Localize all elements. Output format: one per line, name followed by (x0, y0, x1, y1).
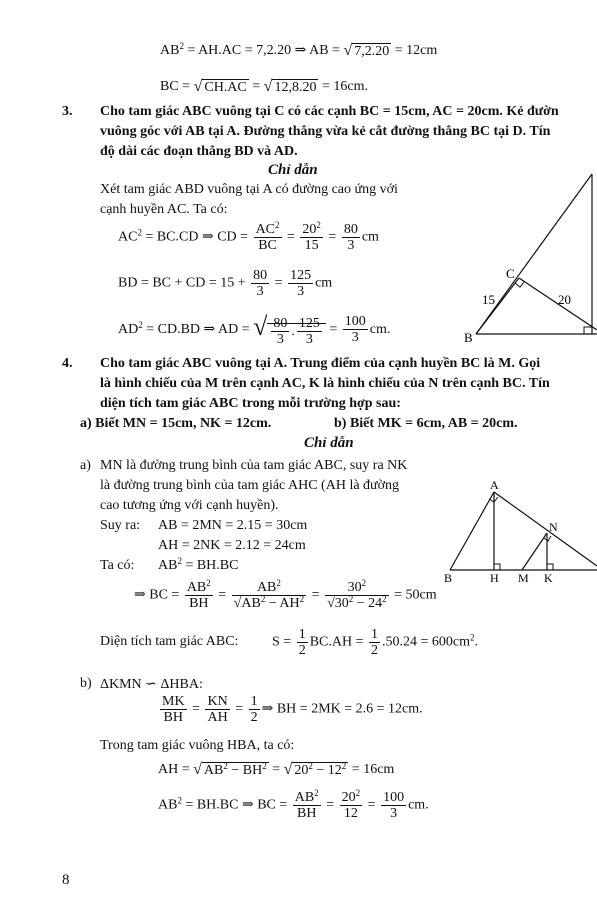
problem-3-figure (456, 170, 597, 350)
area-eq: S = $\frac{1}{2}$ BC.AH = $\frac{1}{2}$ $.50.24 = 600cm^2$. (272, 627, 478, 658)
top-eq-bc: BC = √ CH.AC = √ 12,8.20 = 16cm. (160, 78, 368, 95)
figure-label-15: 15 (482, 292, 495, 307)
part-b-similarity: ΔKMN ∽ ΔHBA: (100, 677, 203, 692)
problem-3-intro-1: Xét tam giác ABD vuông tại A có đường cao ứng với (100, 182, 398, 197)
problem-3-line-1: Cho tam giác ABC vuông tại C có các cạnh BC = 15cm, AC = 20cm. Kẻ đườn (100, 104, 559, 119)
figure-label-b: B (464, 330, 473, 345)
figure-label-n: N (549, 520, 558, 534)
part-a-text-3: cao tương ứng với cạnh huyền). (100, 498, 279, 513)
problem-4-line-2: là hình chiếu của M trên cạnh AC, K là hình chiếu của N trên cạnh BC. Tín (100, 376, 550, 391)
problem-3-eq-ad: $AD^2 = CD.BD$ ⇒ AD = √ $\frac{80}{3}$ . $\frac{125}{3}$ = $\frac{100}{3}$ cm. (118, 312, 391, 348)
figure-label-m: M (518, 571, 529, 585)
problem-4-heading: Chỉ dẫn (304, 435, 354, 451)
problem-3-eq-bd: BD = BC + CD = 15 + $\frac{80}{3}$ = $\frac{125}{3}$ cm (118, 268, 333, 299)
part-b-text: Trong tam giác vuông HBA, ta có: (100, 738, 295, 753)
figure-label-c: C (506, 266, 515, 281)
figure-label-h: H (490, 571, 499, 585)
problem-4-case-b: b) Biết MK = 6cm, AB = 20cm. (334, 416, 518, 431)
figure-label-a: A (490, 478, 499, 492)
part-b-eq-ah: AH = √ $AB^2 - BH^2$ = √ $20^2 - 12^2 = 16cm$ (158, 761, 395, 778)
problem-3-intro-2: cạnh huyền AC. Ta có: (100, 202, 228, 217)
part-a-text-2: là đường trung bình của tam giác AHC (AH là đường (100, 478, 400, 493)
area-label: Diện tích tam giác ABC: (100, 634, 239, 649)
eq-ab2: $AB^2 = BH.BC$ (158, 556, 239, 573)
part-b-eq-bc: $AB^2 = BH.BC$ ⇒ BC = $\frac{AB^2}{BH}$ = $\frac{20^2}{12}$ = $\frac{100}{3}$ cm. (158, 788, 429, 821)
problem-3-heading: Chỉ dẫn (268, 162, 318, 178)
part-b-eq-ratio: $\frac{MK}{BH}$ = $\frac{KN}{AH}$ = $\frac{1}{2}$ ⇒ BH = 2MK = 2.6 = 12cm. (162, 694, 423, 725)
problem-3-line-3: độ dài các đoạn thẳng BD và AD. (100, 144, 298, 159)
problem-4-figure (432, 478, 597, 586)
part-b-label: b) (80, 676, 92, 691)
eq-ah: AH = 2NK = 2.12 = 24cm (158, 538, 306, 553)
problem-3-eq-cd: $AC^2 = BC.CD$ ⇒ CD = $\frac{AC^2}{BC}$ = $\frac{20^2}{15}$ = $\frac{80}{3}$ cm (118, 220, 379, 253)
figure-label-k: K (544, 571, 553, 585)
problem-4-number: 4. (62, 356, 73, 371)
figure-label-20: 20 (558, 292, 571, 307)
problem-3-number: 3. (62, 104, 73, 119)
figure-label-b: B (444, 571, 453, 585)
ta-co-label: Ta có: (100, 558, 135, 573)
top-eq-ab: $AB^2 = AH.AC = 7,2.20$ ⇒ AB = √ 7,2.20 = 12cm (160, 41, 438, 59)
eq-bc-a: ⇒ BC = $\frac{AB^2}{BH}$ = $\frac{AB^2}{√AB^2 - AH^2}$ = $\frac{30^2}{√30^2 - 24^2}$ = 50cm (134, 578, 437, 611)
problem-4-case-a: a) Biết MN = 15cm, NK = 12cm. (80, 416, 272, 431)
page-number: 8 (62, 872, 70, 888)
problem-3-line-2: vuông góc với AB tại A. Đường thẳng vừa kẻ cắt đường thẳng BC tại D. Tín (100, 124, 551, 139)
part-a-label: a) (80, 458, 91, 473)
suy-ra-label: Suy ra: (100, 518, 141, 533)
part-a-text-1: MN là đường trung bình của tam giác ABC, suy ra NK (100, 458, 408, 473)
problem-4-line-3: diện tích tam giác ABC trong mỗi trường hợp sau: (100, 396, 401, 411)
eq-ab: AB = 2MN = 2.15 = 30cm (158, 518, 308, 533)
problem-4-line-1: Cho tam giác ABC vuông tại A. Trung điểm của cạnh huyền BC là M. Gọi (100, 356, 541, 371)
